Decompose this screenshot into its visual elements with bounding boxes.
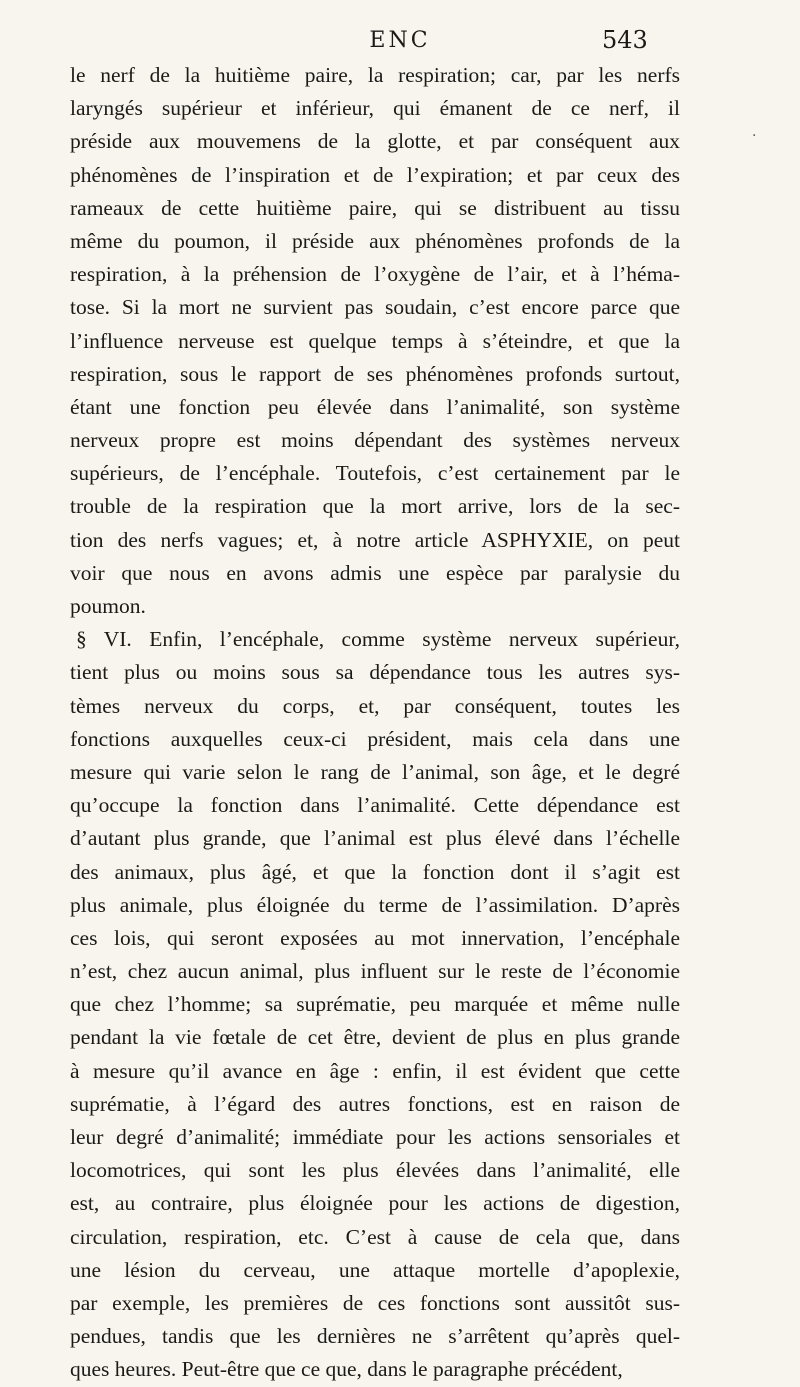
text-line: que chez l’homme; sa suprématie, peu marquée et même nulle bbox=[70, 992, 680, 1017]
margin-mark: · bbox=[752, 128, 757, 144]
text-line: trouble de la respiration que la mort arrive, lors de la sec- bbox=[70, 494, 680, 519]
text-line: qu’occupe la fonction dans l’animalité. Cette dépendance est bbox=[70, 793, 680, 818]
text-line: ques heures. Peut-être que ce que, dans le paragraphe précédent, bbox=[70, 1357, 623, 1382]
text-line: est, au contraire, plus éloignée pour les actions de digestion, bbox=[70, 1191, 680, 1216]
text-line: circulation, respiration, etc. C’est à cause de cela que, dans bbox=[70, 1224, 680, 1249]
text-line: des animaux, plus âgé, et que la fonction dont il s’agit est bbox=[70, 859, 680, 884]
text-line: n’est, chez aucun animal, plus influent sur le reste de l’économie bbox=[70, 959, 680, 984]
text-line: suprématie, à l’égard des autres fonctions, est en raison de bbox=[70, 1091, 680, 1116]
text-line: tose. Si la mort ne survient pas soudain, c’est encore parce que bbox=[70, 295, 680, 320]
text-line: locomotrices, qui sont les plus élevées dans l’animalité, elle bbox=[70, 1158, 680, 1183]
text-line: pendues, tandis que les dernières ne s’arrêtent qu’après quel- bbox=[70, 1324, 680, 1349]
text-line: par exemple, les premières de ces fonctions sont aussitôt sus- bbox=[70, 1290, 680, 1315]
text-line: § VI. Enfin, l’encéphale, comme système nerveux supérieur, bbox=[76, 627, 680, 652]
text-line: à mesure qu’il avance en âge : enfin, il est évident que cette bbox=[70, 1058, 680, 1083]
text-line: d’autant plus grande, que l’animal est plus élevé dans l’échelle bbox=[70, 826, 680, 851]
text-line: poumon. bbox=[70, 594, 146, 618]
text-line: plus animale, plus éloignée du terme de l’assimilation. D’après bbox=[70, 892, 680, 917]
body-text bbox=[70, 59, 680, 1387]
text-line: leur degré d’animalité; immédiate pour les actions sensoriales et bbox=[70, 1125, 680, 1149]
running-head bbox=[0, 22, 800, 62]
text-line: ces lois, qui seront exposées au mot innervation, l’encéphale bbox=[70, 925, 680, 950]
page-number: 543 bbox=[602, 26, 648, 54]
text-line: rameaux de cette huitième paire, qui se distribuent au tissu bbox=[70, 195, 680, 220]
text-line: nerveux propre est moins dépendant des systèmes nerveux bbox=[70, 428, 680, 453]
text-line: respiration, sous le rapport de ses phénomènes profonds surtout, bbox=[70, 361, 680, 386]
text-line: laryngés supérieur et inférieur, qui émanent de ce nerf, il bbox=[70, 96, 680, 121]
text-line: tion des nerfs vagues; et, à notre article ASPHYXIE, on peut bbox=[70, 527, 680, 552]
text-line: supérieurs, de l’encéphale. Toutefois, c’est certainement par le bbox=[70, 461, 680, 486]
text-line: une lésion du cerveau, une attaque mortelle d’apoplexie, bbox=[70, 1257, 680, 1282]
text-line: le nerf de la huitième paire, la respiration; car, par les nerfs bbox=[70, 63, 680, 87]
text-line: respiration, à la préhension de l’oxygène de l’air, et à l’héma- bbox=[70, 262, 680, 287]
text-line: l’influence nerveuse est quelque temps à s’éteindre, et que la bbox=[70, 328, 680, 353]
text-line: même du poumon, il préside aux phénomènes profonds de la bbox=[70, 228, 680, 253]
text-line: fonctions auxquelles ceux-ci président, mais cela dans une bbox=[70, 726, 680, 751]
text-line: phénomènes de l’inspiration et de l’expiration; et par ceux des bbox=[70, 162, 680, 187]
text-line: pendant la vie fœtale de cet être, devient de plus en plus grande bbox=[70, 1025, 680, 1050]
running-title: ENC bbox=[369, 28, 431, 53]
text-line: tient plus ou moins sous sa dépendance tous les autres sys- bbox=[70, 660, 680, 685]
text-line: étant une fonction peu élevée dans l’animalité, son système bbox=[70, 394, 680, 419]
text-line: voir que nous en avons admis une espèce par paralysie du bbox=[70, 560, 680, 585]
text-line: mesure qui varie selon le rang de l’animal, son âge, et le degré bbox=[70, 759, 680, 784]
text-line: préside aux mouvemens de la glotte, et par conséquent aux bbox=[70, 129, 680, 154]
text-line: tèmes nerveux du corps, et, par conséquent, toutes les bbox=[70, 693, 680, 718]
